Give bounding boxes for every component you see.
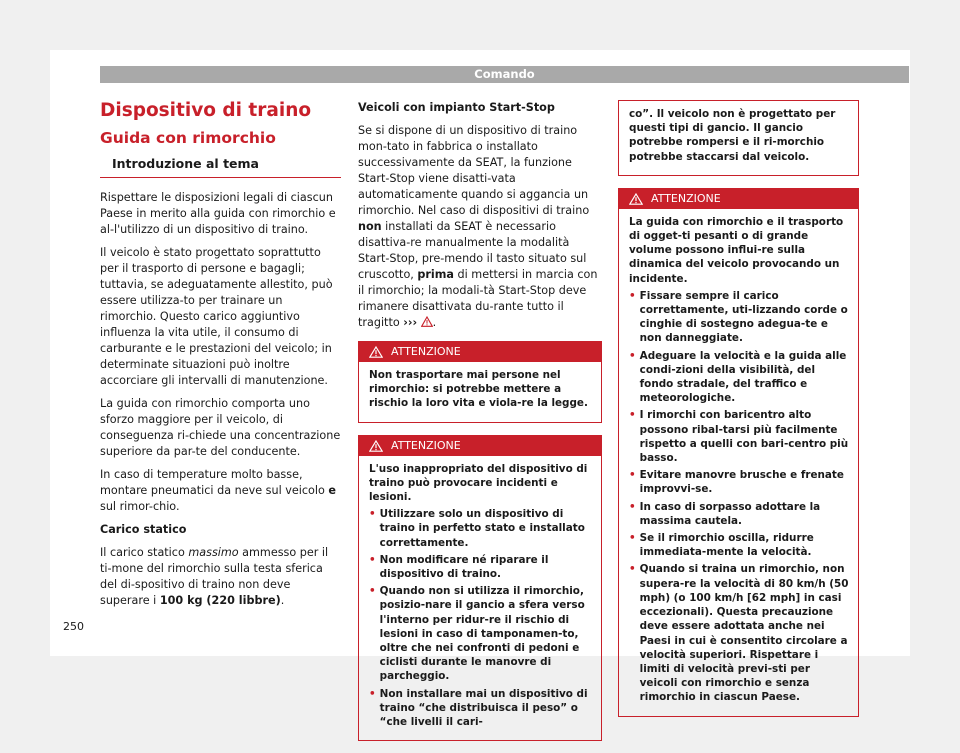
- text: In caso di temperature molto basse, montare pneumatici da neve sul veicolo: [100, 468, 329, 497]
- paragraph: Se si dispone di un dispositivo di traino mon-tato in fabbrica o installato successivamente da SEAT, la funzione Start-Stop viene disatti-vata automaticamente quando si aggancia un rimorchio. Nel caso di dispositivi di traino non installati da SEAT è necessario disattiva-re manualmente la modalità Start-Stop, pre-mendo il tasto situato sul cruscotto, prima di mettersi in marcia con il rimorchio; la modali-tà Start-Stop deve rimanere disattivata du-rante tutto il tragitto ››› .: [358, 124, 598, 329]
- subheading-static-load: Carico statico: [100, 523, 187, 536]
- bullet-text: Quando si traina un rimorchio, non supera-re la velocità di 80 km/h (50 mph) (o 100 km/h [62 mph] in casi eccezionali). Questa precauzione deve essere adottata anche nei Paesi in cui è consentito circolare a velocità superiori. Rispettare i limiti di velocità previ-sti per veicoli con rimorchio e senza rimorchio in ciascun Paese.: [639, 563, 849, 704]
- bullet-dot: •: [629, 409, 636, 422]
- warning-box: [618, 188, 859, 717]
- bullet-dot: •: [369, 553, 376, 566]
- text: .: [280, 594, 285, 607]
- warning-label: ATTENZIONE: [391, 345, 461, 358]
- page-title: Dispositivo di traino: [100, 100, 312, 121]
- page-number: 250: [63, 620, 84, 633]
- bullet-text: Non modificare né riparare il dispositivo di traino.: [379, 553, 549, 581]
- text: sul rimor-chio.: [100, 500, 180, 513]
- warning-text: Non trasportare mai persone nel rimorchio: si potrebbe mettere a rischio la loro vita e viola-re la legge.: [369, 369, 588, 410]
- bold-text: prima: [417, 268, 454, 281]
- bullet-text: Se il rimorchio oscilla, ridurre immediata-mente la velocità.: [639, 532, 814, 559]
- warning-bullet: [629, 468, 850, 496]
- warning-bullet: [629, 408, 850, 465]
- warning-triangle-icon: [369, 440, 383, 452]
- warning-body: [619, 101, 858, 175]
- warning-box: [358, 341, 602, 423]
- text: di mettersi in marcia con il rimorchio; la modali-tà Start-Stop deve rimanere disattivata du-rante tutto il tragitto: [358, 268, 598, 329]
- warning-triangle-icon: [369, 346, 383, 358]
- text: installati da SEAT è necessario disattiva-re manualmente la modalità Start-Stop, pre-mendo il tasto situato sul cruscotto,: [358, 220, 587, 281]
- warning-bullet: [629, 500, 850, 528]
- bullet-dot: •: [369, 508, 376, 521]
- subheading-start-stop: Veicoli con impianto Start-Stop: [358, 101, 555, 114]
- bullet-text: Fissare sempre il carico correttamente, uti-lizzando corde o cinghie di sostegno adegua-te e non danneggiate.: [639, 289, 848, 345]
- warning-bullet: [369, 507, 593, 550]
- paragraph: La guida con rimorchio comporta uno sforzo maggiore per il veicolo, di conseguenza ri-chiede una concentrazione superiore da par-te del conducente.: [100, 397, 341, 458]
- bullet-text: Adeguare la velocità e la guida alle condi-zioni della visibilità, del fondo stradale, del traffico e meteorologiche.: [639, 349, 847, 405]
- warning-intro: L'uso inappropriato del dispositivo di traino può provocare incidenti e lesioni.: [369, 462, 588, 504]
- warning-label: ATTENZIONE: [391, 438, 461, 452]
- warning-continuation-box: [618, 100, 859, 176]
- warning-body: [359, 362, 601, 422]
- warning-bullet: [629, 349, 850, 406]
- bullet-dot: •: [629, 469, 636, 482]
- warning-bullet: [369, 553, 593, 581]
- warning-label: ATTENZIONE: [651, 191, 721, 205]
- warning-bullet: [629, 562, 850, 704]
- bullet-dot: •: [629, 563, 636, 576]
- bullet-text: Non installare mai un dispositivo di traino “che distribuisca il peso” o “che livelli il cari-: [379, 687, 588, 729]
- warning-header: [359, 342, 601, 362]
- paragraph: [100, 545, 341, 609]
- document-page: [50, 50, 910, 729]
- column-middle: [358, 100, 602, 753]
- chapter-header: Comando: [100, 66, 909, 83]
- paragraph: Il veicolo è stato progettato soprattutto per il trasporto di persone e bagagli; tuttavia, se adeguatamente allestito, può essere utilizza-to per trainare un rimorchio. Questo carico aggiuntivo influenza la vita utile, il consumo di carburante e le prestazioni del veicolo; in determinate situazioni può inoltre accorciare gli intervalli di manutenzione.: [100, 246, 333, 387]
- text: Il carico statico: [100, 546, 189, 559]
- warning-header: [359, 436, 601, 456]
- section-heading: Introduzione al tema: [100, 156, 341, 178]
- bullet-dot: •: [369, 687, 376, 700]
- bold-text: non: [358, 220, 382, 233]
- warning-bullet: [369, 584, 593, 683]
- bullet-text: I rimorchi con baricentro alto possono ribal-tarsi più facilmente rispetto a quelli con bari-centro più basso.: [639, 409, 849, 465]
- bullet-text: Quando non si utilizza il rimorchio, posizio-nare il gancio a sfera verso l'interno per ridur-re il rischio di lesioni in caso di tamponamen-to, oltre che nei confronti di pedoni e ciclisti durante le manovre di parcheggio.: [379, 585, 585, 683]
- warning-box: [358, 435, 602, 742]
- warning-header: [619, 189, 858, 209]
- warning-body: [619, 209, 858, 716]
- bullet-dot: •: [629, 532, 636, 545]
- paragraph: Rispettare le disposizioni legali di ciascun Paese in merito alla guida con rimorchio e al-l'utilizzo di un dispositivo di traino.: [100, 191, 336, 236]
- bullet-text: Evitare manovre brusche e frenate improvvi-se.: [639, 469, 844, 496]
- bullet-text: Utilizzare solo un dispositivo di traino in perfetto stato e installato correttamente.: [379, 508, 585, 549]
- text: ammesso per il ti-mone del rimorchio sulla testa sferica del di-spositivo di traino non deve superare i: [100, 546, 329, 607]
- warning-triangle-icon: [629, 193, 643, 205]
- warning-intro: La guida con rimorchio e il trasporto di ogget-ti pesanti o di grande volume possono influi-re sulla dinamica del veicolo provocando un incidente.: [629, 215, 844, 285]
- bold-text: 100 kg (220 libbre): [159, 594, 281, 607]
- page-subtitle: Guida con rimorchio: [100, 129, 276, 147]
- column-right: [618, 100, 859, 729]
- bullet-text: In caso di sorpasso adottare la massima cautela.: [639, 500, 821, 527]
- column-left: [100, 100, 341, 616]
- warning-body: [359, 456, 601, 741]
- bold-text: e: [328, 484, 336, 497]
- bullet-dot: •: [629, 289, 636, 302]
- bullet-dot: •: [629, 500, 636, 513]
- paragraph: [100, 467, 341, 515]
- text: Se si dispone di un dispositivo di traino mon-tato in fabbrica o installato successivamente da SEAT, la funzione Start-Stop viene disatti-vata automaticamente quando si aggancia un rimorchio. Nel caso di dispositivi di traino: [358, 124, 590, 217]
- warning-continuation-text: co”. Il veicolo non è progettato per questi tipi di gancio. Il gancio potrebbe rompersi e il ri-morchio potrebbe staccarsi dal veicolo.: [629, 108, 836, 163]
- warning-bullet: [629, 289, 850, 346]
- warning-triangle-icon: [421, 316, 433, 327]
- cross-reference-arrows: ›››: [403, 316, 418, 329]
- bullet-dot: •: [369, 585, 376, 598]
- warning-bullet: [629, 531, 850, 559]
- bullet-dot: •: [629, 349, 636, 362]
- italic-text: massimo: [188, 546, 239, 559]
